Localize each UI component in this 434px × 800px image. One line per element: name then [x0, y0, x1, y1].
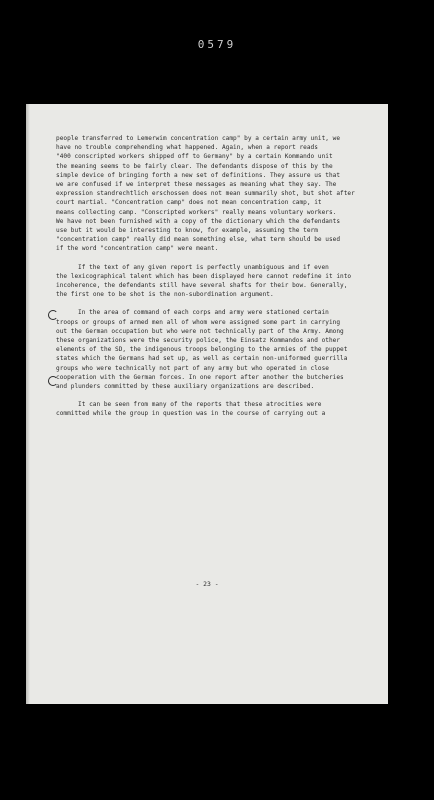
- text-line: incoherence, the defendants still have several shafts for their bow. Generally,: [56, 282, 348, 290]
- paragraph-gap: [56, 391, 382, 400]
- text-line: groups who were technically not part of any army but who operated in close: [56, 364, 329, 372]
- microfilm-frame-number: 0579: [197, 38, 237, 51]
- text-line: It can be seen from many of the reports that these atrocities were: [78, 401, 322, 409]
- text-line: We have not been furnished with a copy of the dictionary which the defendants: [56, 217, 341, 225]
- paragraph: [56, 263, 382, 300]
- text-line: the first one to be shot is the non-subordination argument.: [56, 291, 274, 299]
- text-line: "concentration camp" really did mean something else, what term should be used: [56, 236, 341, 244]
- text-line: and plunders committed by these auxiliary organizations are described.: [56, 383, 315, 391]
- text-line: these organizations were the security police, the Einsatz Kommandos and other: [56, 337, 341, 345]
- text-line: use but it would be interesting to know, for example, assuming the term: [56, 227, 318, 235]
- text-line: people transferred to Lemerwim concentration camp" by a certain army unit, we: [56, 135, 341, 142]
- text-line: In the area of command of each corps and army were stationed certain: [78, 309, 329, 317]
- paragraph: [56, 400, 382, 418]
- text-line: cooperation with the German forces. In one report after another the butcheries: [56, 373, 344, 381]
- paragraph-gap: [56, 299, 382, 308]
- text-line: the meaning seems to be fairly clear. The defendants dispose of this by the: [56, 162, 333, 170]
- text-line: "400 conscripted workers shipped off to Germany" by a certain Kommando unit: [56, 153, 333, 161]
- page-number: - 23 -: [195, 580, 219, 588]
- text-line: elements of the SD, the indigenous troops belonging to the armies of the puppet: [56, 346, 348, 354]
- text-line: we are confused if we interpret these messages as meaning what they say. The: [56, 181, 337, 189]
- text-line: means collecting camp. "Conscripted workers" really means voluntary workers.: [56, 208, 337, 216]
- text-line: have no trouble comprehending what happened. Again, when a report reads: [56, 144, 318, 152]
- text-line: out the German occupation but who were not technically part of the Army. Among: [56, 327, 344, 335]
- document-page: [26, 104, 388, 704]
- text-line: expression standrechtlich erschossen does not mean summarily shot, but shot after: [56, 190, 355, 198]
- paragraph: [56, 134, 382, 254]
- text-line: troops or groups of armed men all of whom were assigned some part in carrying: [56, 318, 341, 326]
- paragraph-gap: [56, 254, 382, 263]
- text-line: simple device of bringing forth a new set of definitions. They assure us that: [56, 171, 341, 179]
- text-line: if the word "concentration camp" were meant.: [56, 245, 219, 253]
- text-line: If the text of any given report is perfectly unambiguous and if even: [78, 263, 329, 271]
- text-line: states which the Germans had set up, as well as certain non-uniformed guerrilla: [56, 355, 348, 363]
- text-line: committed while the group in question was in the course of carrying out a: [56, 410, 326, 418]
- paragraph: [56, 308, 382, 391]
- text-line: the lexicographical talent which has been displayed here cannot redefine it into: [56, 272, 352, 280]
- text-line: court martial. "Concentration camp" does not mean concentration camp, it: [56, 199, 322, 207]
- page-body: [56, 134, 382, 419]
- page-fold-shadow: [26, 104, 30, 704]
